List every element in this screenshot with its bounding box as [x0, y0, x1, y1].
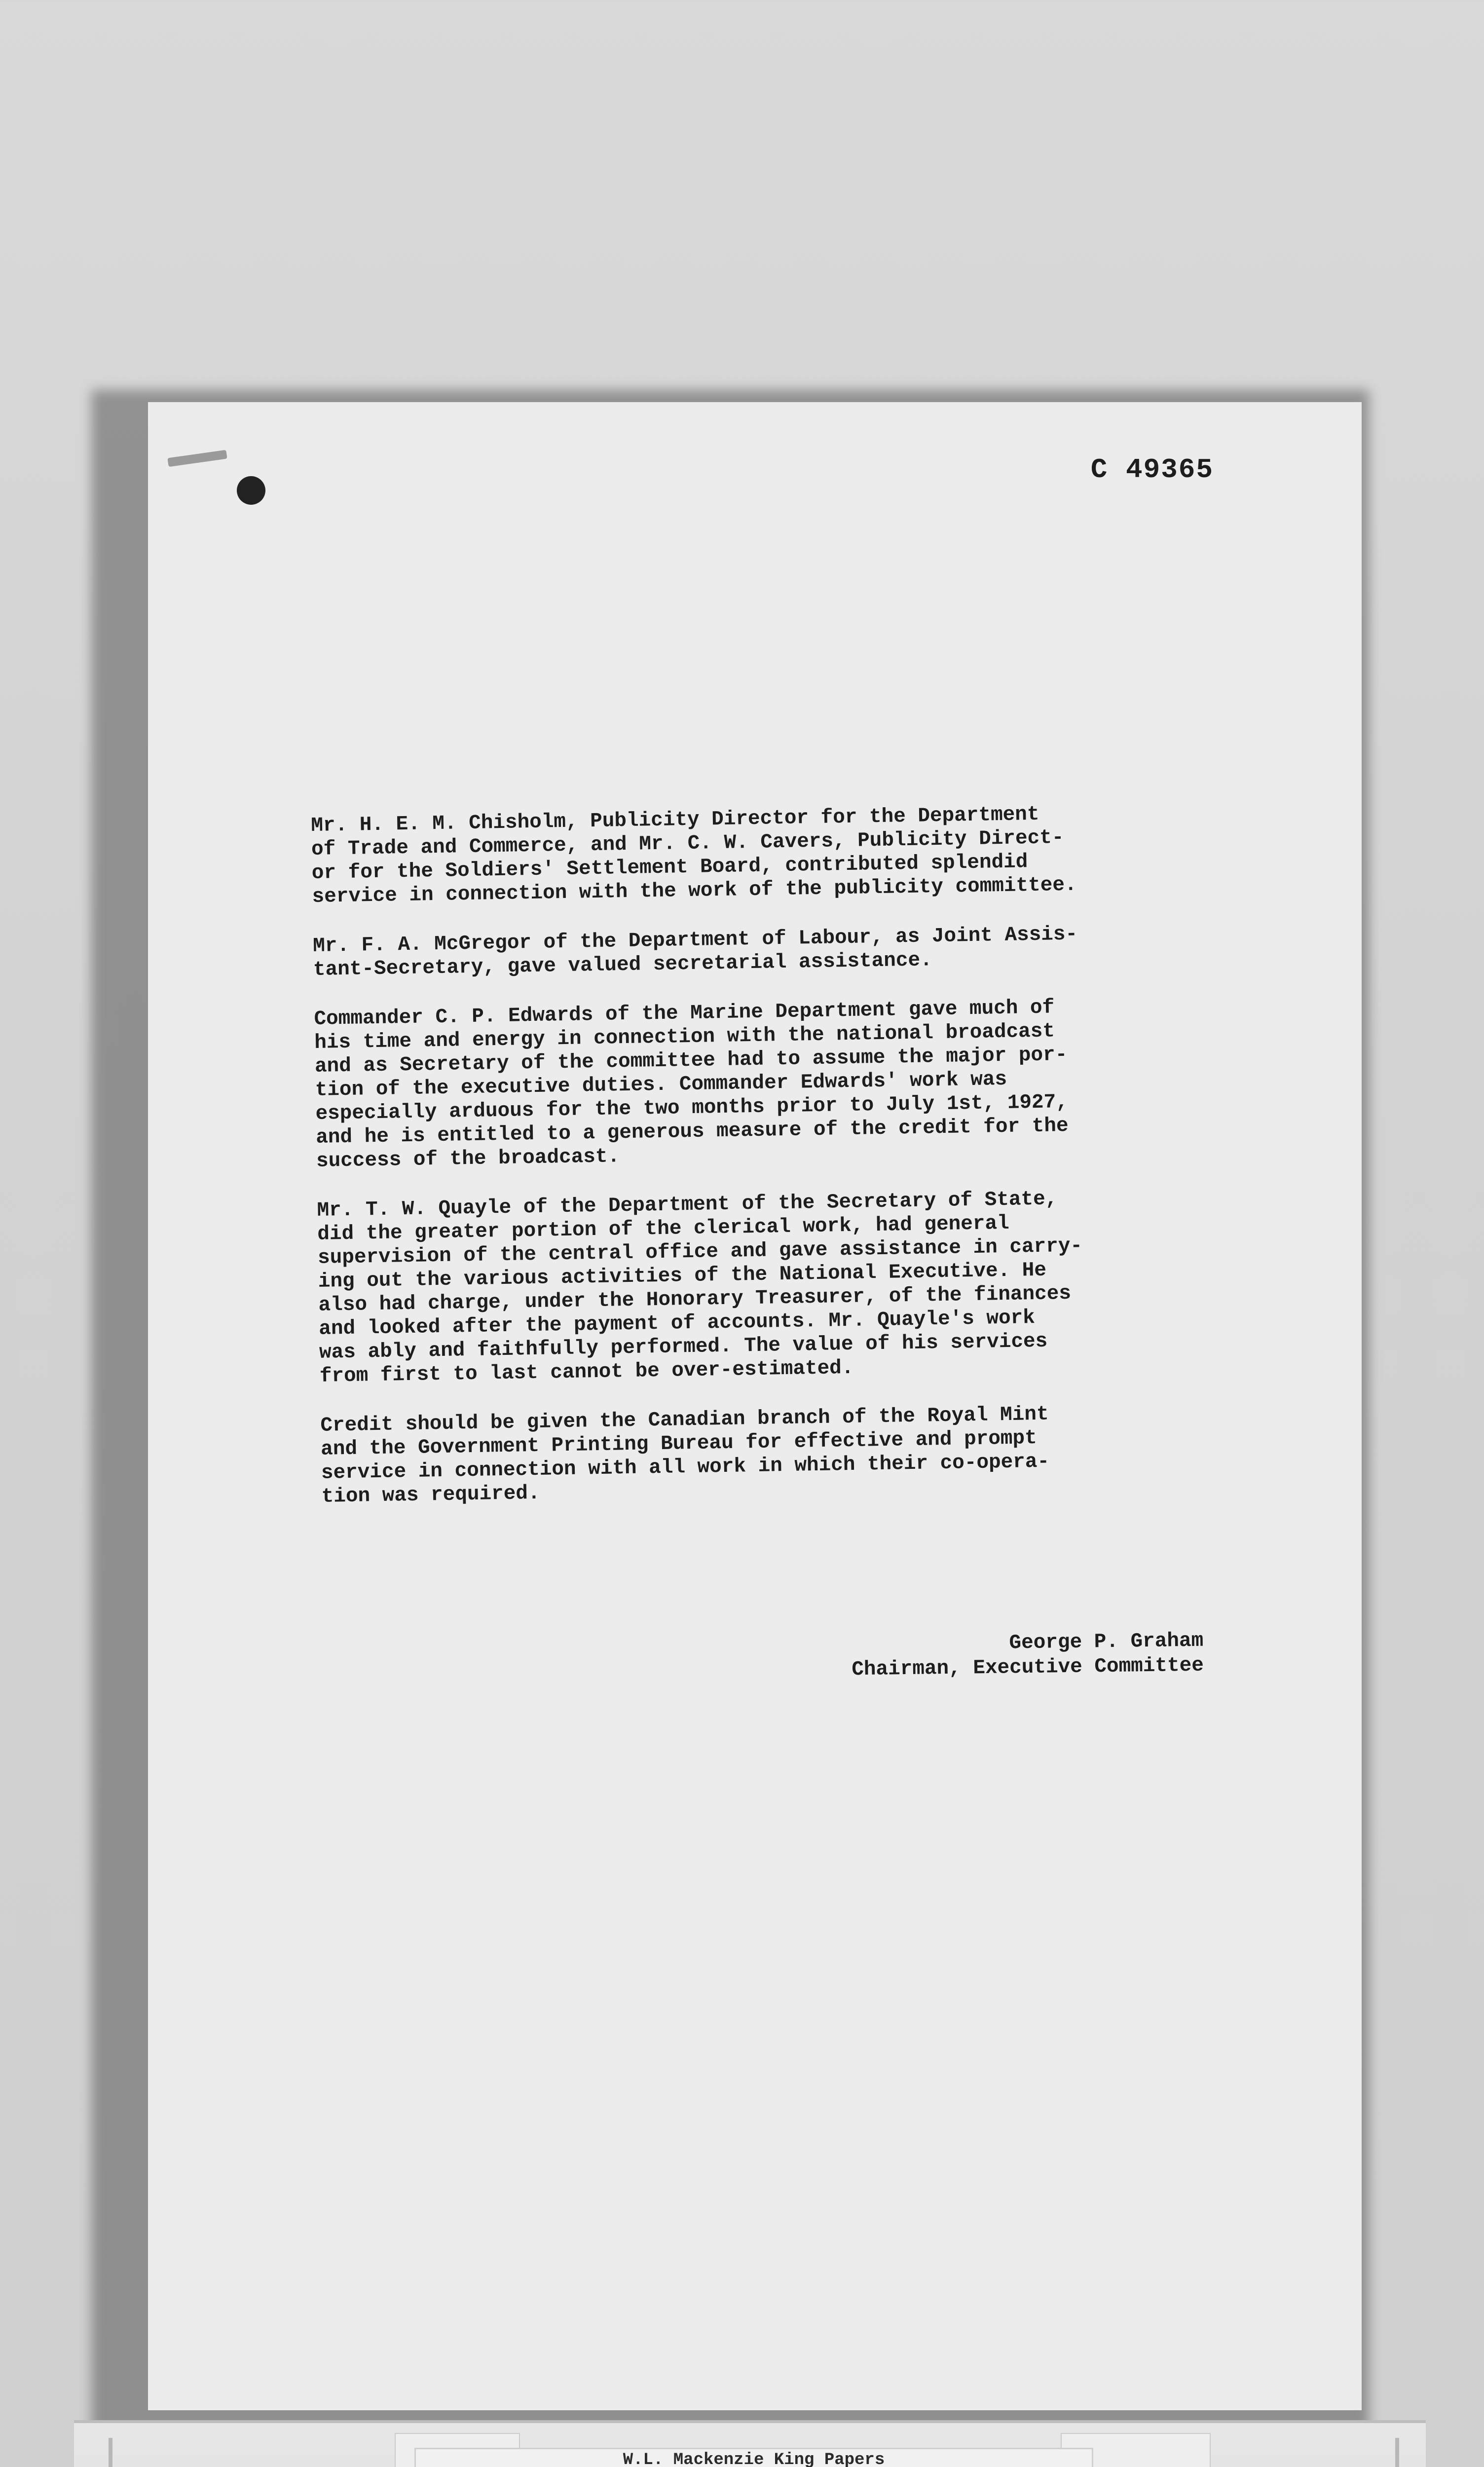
document-reference-number: C 49365 — [1090, 454, 1214, 486]
paragraph: Mr. F. A. McGregor of the Department of Labour, as Joint Assis- tant-Secretary, gave valued secretarial assistance. — [312, 923, 1078, 981]
paragraph: Mr. T. W. Quayle of the Department of the Secretary of State, did the greater portion of the clerical work, had general supervision of the central office and gave assistance in carry- ing out the various activities of the National Executive. He also had charge, under the Honorary Treasurer, of the finances and looked after the payment of accounts. Mr. Quayle's work was ably and faithfully performed. The value of his services from first to last cannot be over-estimated. — [317, 1188, 1083, 1388]
punch-hole — [237, 476, 265, 505]
paragraph: Commander C. P. Edwards of the Marine Department gave much of his time and energy in connection with the national broadcast and as Secretary of the committee had to assume the major por- tion of the executive duties. Commander Edwards' work was especially arduous for the two months prior to July 1st, 1927, and he is entitled to a generous measure of the credit for the success of the broadcast. — [314, 996, 1069, 1173]
paragraph: Mr. H. E. M. Chisholm, Publicity Director for the Department of Trade and Commerce, and Mr. C. W. Cavers, Publicity Direct- or for the Soldiers' Settlement Board, contributed splendid service in connection with the work of the publicity committee. — [311, 803, 1077, 908]
collection-label — [414, 2448, 1093, 2467]
signature-block — [852, 1629, 1204, 1682]
signatory-name: George P. Graham — [1009, 1629, 1204, 1655]
archive-label-board — [74, 2420, 1426, 2467]
document-page — [148, 402, 1362, 2410]
signatory-title: Chairman, Executive Committee — [852, 1654, 1204, 1682]
document-body — [311, 799, 1250, 1534]
collection-name: W.L. Mackenzie King Papers — [623, 2451, 885, 2467]
staple — [167, 450, 227, 467]
paragraph: Credit should be given the Canadian branch of the Royal Mint and the Government Printing Bureau for effective and prompt service in connection with all work in which their co-opera- tion was required. — [320, 1403, 1050, 1508]
